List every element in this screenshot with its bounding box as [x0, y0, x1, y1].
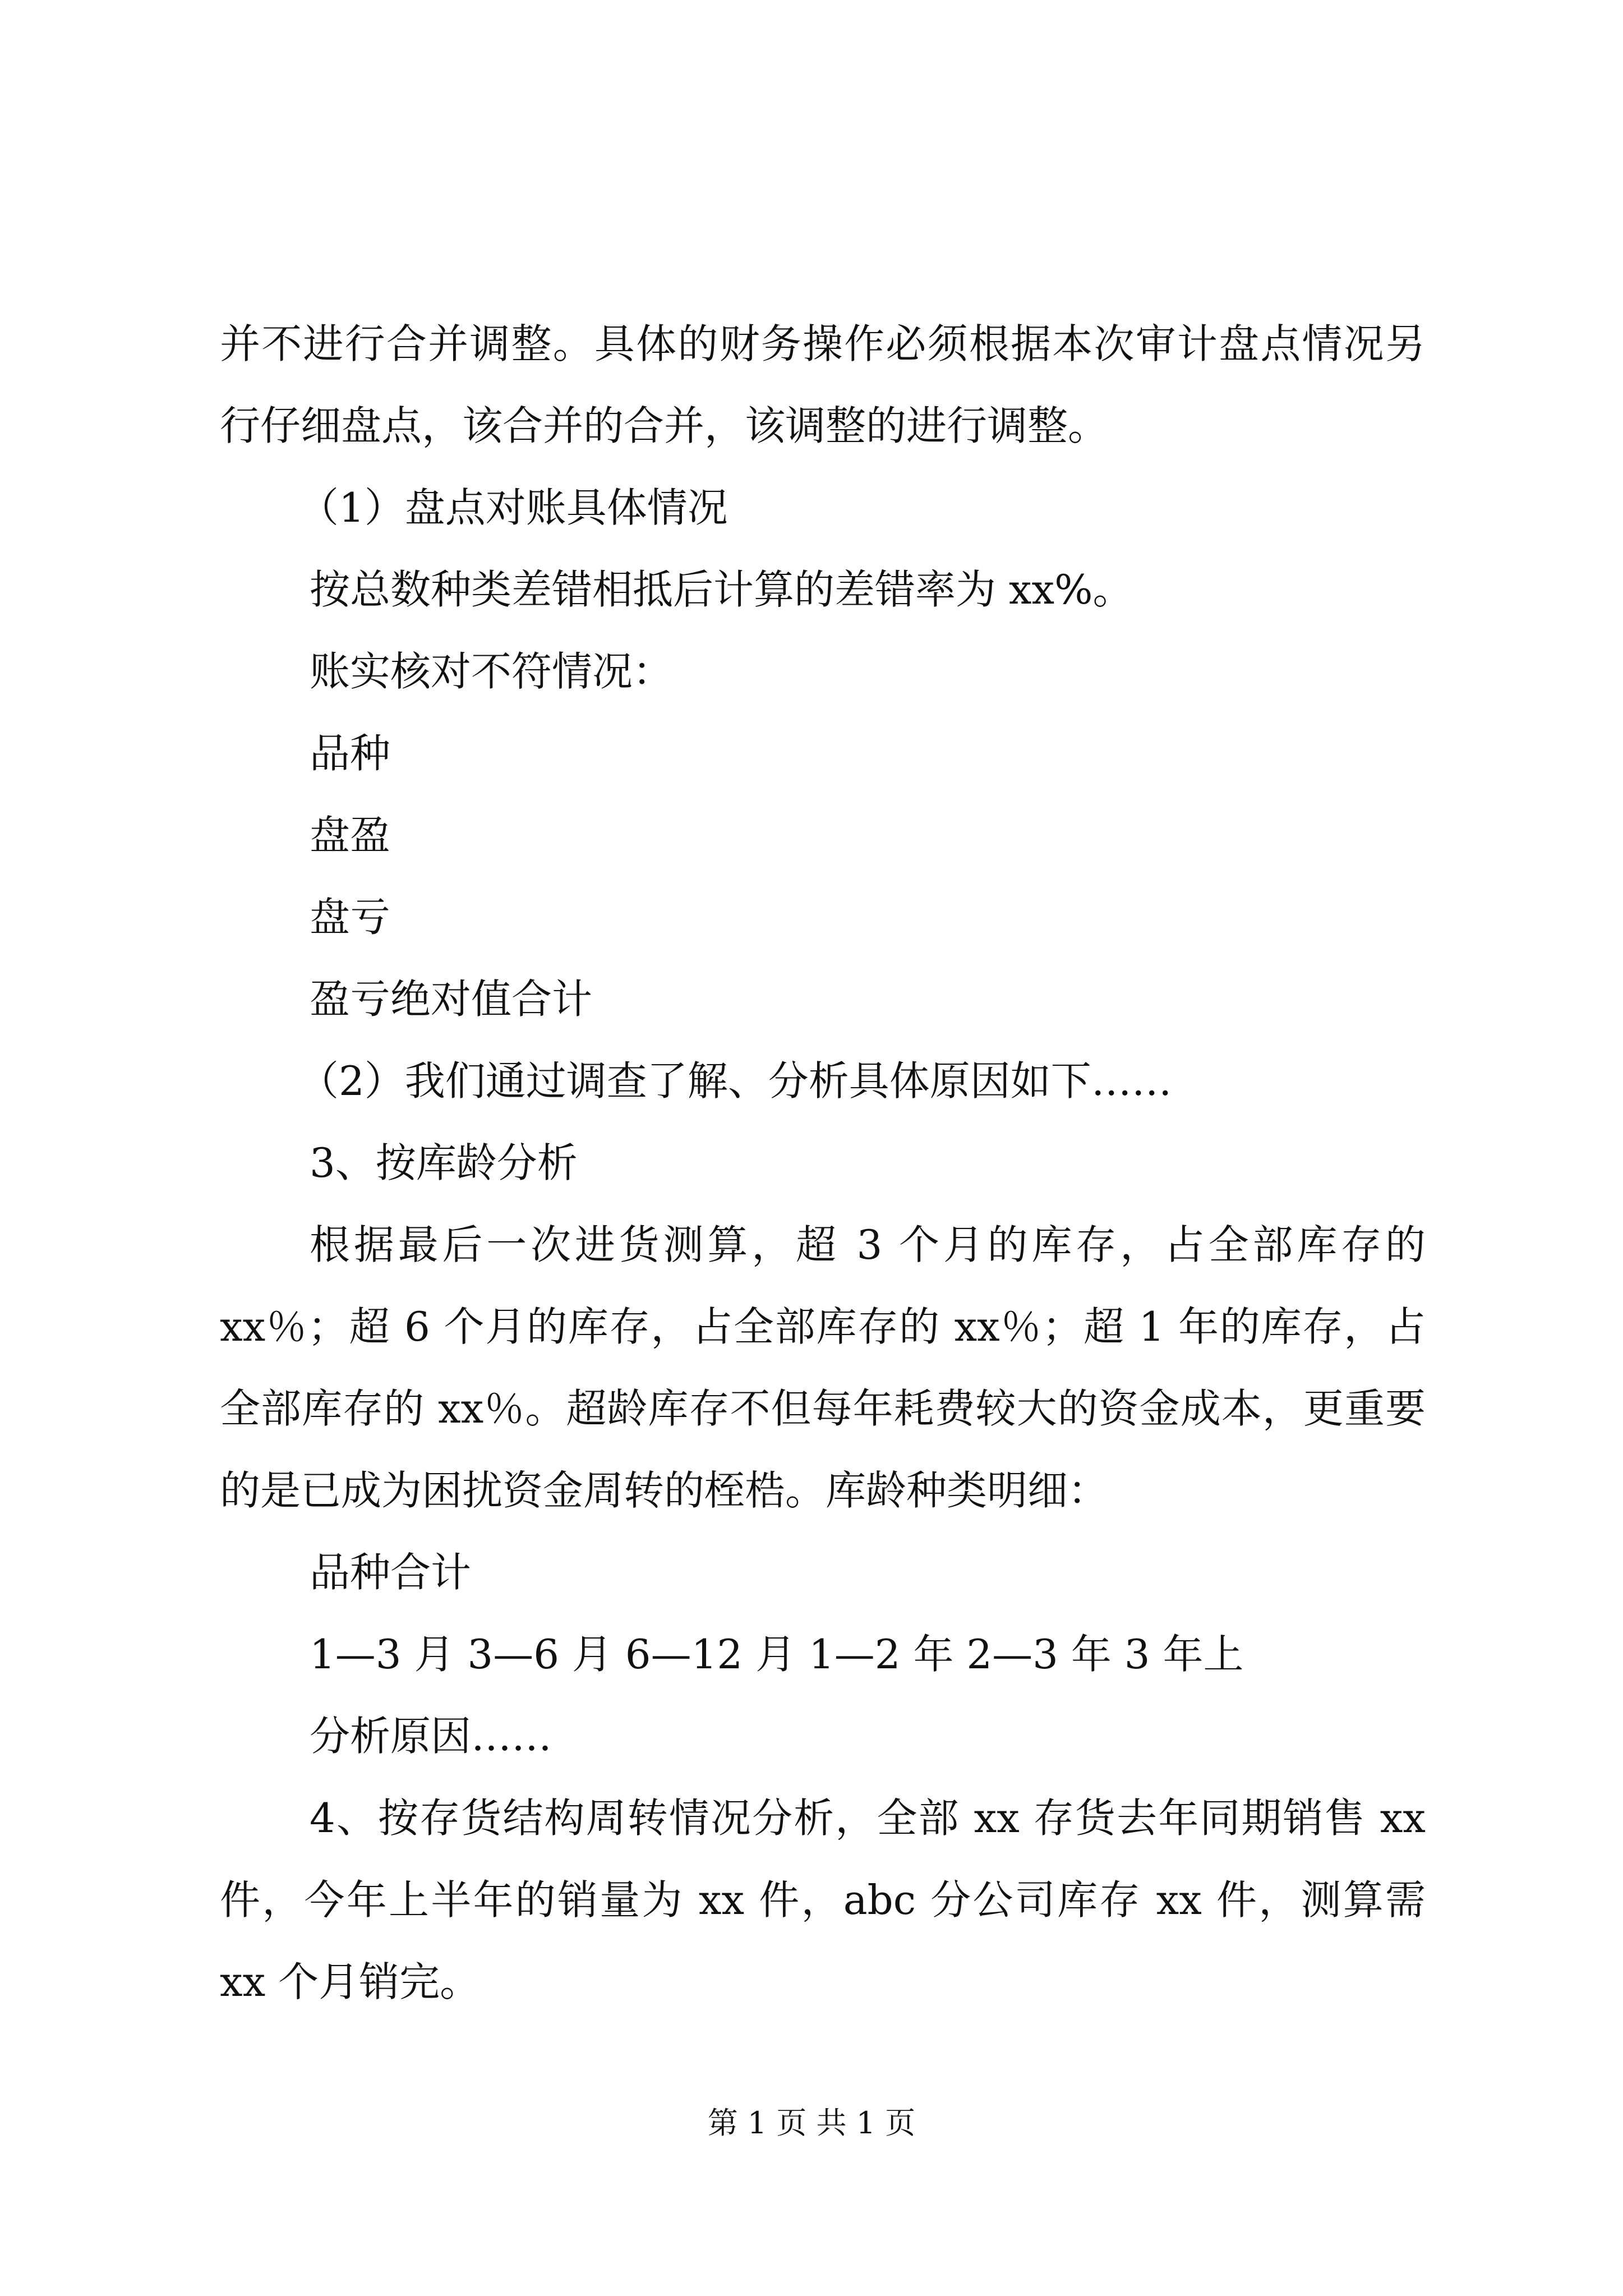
item-analysis-cause: 分析原因……	[310, 1713, 552, 1760]
item-absolute-total: 盈亏绝对值合计	[310, 976, 593, 1023]
heading-inventory-reconciliation: （1）盘点对账具体情况	[298, 484, 728, 531]
paragraph-error-rate: 按总数种类差错相抵后计算的差错率为 xx%。	[310, 566, 1133, 613]
page-footer: 第 1 页 共 1 页	[707, 2105, 916, 2141]
item-variety: 品种	[310, 730, 391, 777]
item-age-buckets: 1—3 月 3—6 月 6—12 月 1—2 年 2—3 年 3 年上	[310, 1631, 1244, 1678]
document-body	[220, 303, 1426, 2023]
heading-cause-analysis: （2）我们通过调查了解、分析具体原因如下……	[298, 1057, 1172, 1105]
paragraph-mismatch-label: 账实核对不符情况：	[310, 648, 674, 695]
paragraph-merge-adjust: 并不进行合并调整。具体的财务操作必须根据本次审计盘点情况另行仔细盘点，该合并的合并，该调整的进行调整。	[220, 320, 1426, 449]
heading-age-analysis: 3、按库龄分析	[310, 1139, 578, 1186]
item-surplus: 盘盈	[310, 812, 391, 859]
paragraph-age-details: 根据最后一次进货测算，超 3 个月的库存，占全部库存的 xx％；超 6 个月的库存，占全部库存的 xx％；超 1 年的库存，占全部库存的 xx％。超龄库存不但每年耗费较大的资金成本，更重要的是已成为困扰资金周转的桎梏。库龄种类明细：	[220, 1221, 1426, 1514]
item-shortage: 盘亏	[310, 894, 391, 941]
paragraph-turnover-analysis: 4、按存货结构周转情况分析，全部 xx 存货去年同期销售 xx 件，今年上半年的销量为 xx 件，abc 分公司库存 xx 件，测算需 xx 个月销完。	[220, 1795, 1426, 2005]
item-variety-total: 品种合计	[310, 1549, 472, 1596]
